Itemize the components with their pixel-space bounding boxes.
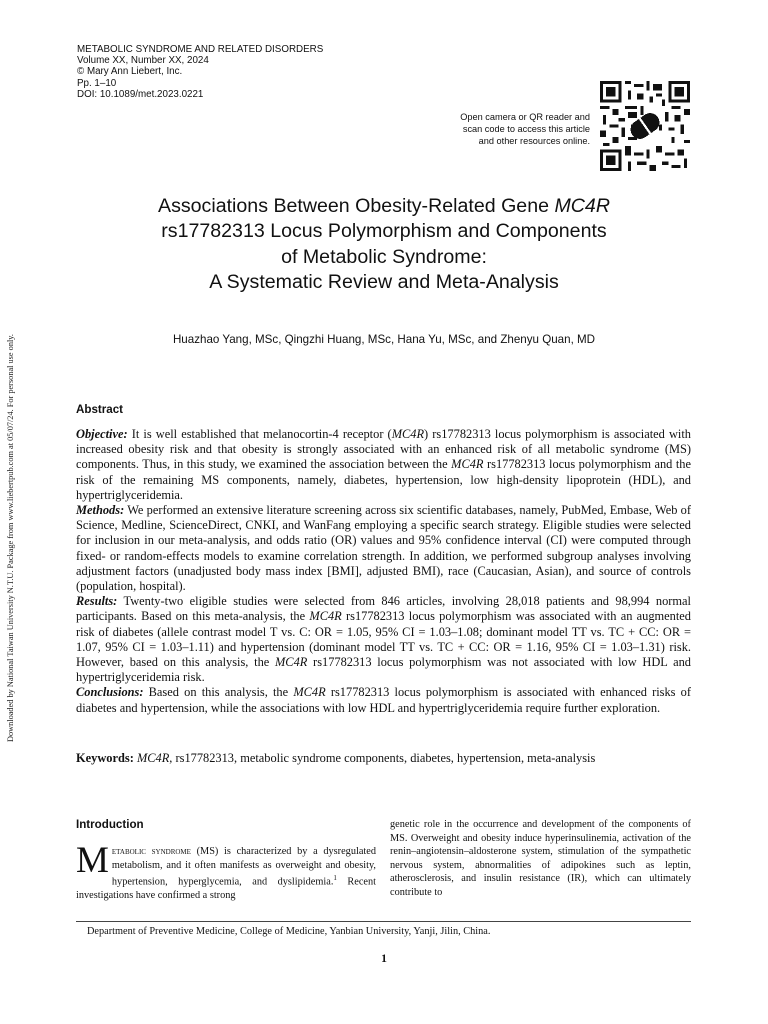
journal-header (77, 44, 323, 100)
gene-name: MC4R (451, 457, 484, 472)
results-label: Results: (76, 594, 118, 609)
gene-name: MC4R (391, 427, 425, 441)
title-text: Associations Between Obesity-Related Gene (158, 195, 555, 217)
keyword-gene: MC4R (136, 751, 170, 765)
introduction-heading: Introduction (76, 818, 144, 831)
abstract-text: rs17782313 locus polymorphism was not associated with low HDL and hypertriglyceridemia risk. (76, 655, 691, 685)
article-title (84, 194, 684, 295)
abstract-text: Based on this analysis, the (143, 685, 294, 700)
qr-code-icon[interactable] (600, 81, 690, 171)
title-line-3: of Metabolic Syndrome: (281, 245, 487, 268)
reference-1[interactable]: 1 (333, 874, 337, 882)
journal-name: METABOLIC SYNDROME AND RELATED DISORDERS (77, 44, 324, 55)
journal-doi[interactable]: DOI: 10.1089/met.2023.0221 (77, 88, 204, 100)
gene-name: MC4R (293, 685, 326, 700)
drop-cap: M (76, 840, 109, 881)
intro-left-column (76, 840, 376, 902)
title-gene: MC4R (554, 195, 610, 217)
abstract-text: Twenty-two eligible studies were selected from 846 articles, involving 28,018 patients and 98,994 normal participants. Based on this meta-analysis, the (76, 594, 691, 624)
intro-text: (MS) is characterized by a dysregulated metabolism, and it often manifests as overweight and obesity, hypertension, hyperglycemia, and dyslipidemia. (111, 846, 376, 888)
title-line-2: rs17782313 Locus Polymorphism and Components (161, 220, 607, 243)
page-number: 1 (381, 952, 387, 965)
abstract-text: ) rs17782313 locus polymorphism is associated with increased obesity risk and that obesity is strongly associated with an enhanced risk of all metabolic syndrome (MS) components. Thus, in this study, we examined the association between the (76, 427, 691, 472)
abstract-text: It is well established that melanocortin-4 receptor ( (127, 427, 392, 441)
intro-smallcaps: etabolic syndrome (111, 846, 191, 857)
abstract-conclusions (76, 685, 691, 715)
objective-label: Objective: (76, 427, 128, 441)
methods-label: Methods: (76, 503, 125, 518)
abstract-results (76, 594, 691, 685)
affiliation-footnote: Department of Preventive Medicine, College of Medicine, Yanbian University, Yanji, Jilin, China. (87, 926, 491, 937)
journal-pages: Pp. 1–10 (77, 77, 117, 89)
gene-name: MC4R (274, 655, 308, 670)
abstract-objective (76, 427, 691, 503)
qr-note-line: and other resources online. (478, 136, 590, 146)
abstract-text: We performed an extensive literature screening across six scientific databases, namely, PubMed, Embase, Web of Science, Medline, ScienceDirect, CNKI, and WanFang employing a specific search strategy. Eligible studies were selected for inclusion in our meta-analysis, and odds ratio (OR) values and 95% confidence interval (CI) were computed through fixed- or random-effects models to examine correlation strength. In addition, we performed subgroup analyses involving adjustment factors (unadjusted body mass index [BMI], adjusted BMI), race (Caucasian, Asian), and source of controls (population, hospital). (76, 503, 691, 594)
download-watermark (6, 292, 20, 742)
abstract-text: rs17782313 locus polymorphism and the risk of the remaining MS components, namely, diabetes, hypertension, low high-density lipoprotein (HDL), and hypertriglyceridemia. (76, 457, 691, 502)
qr-instructions (438, 111, 590, 147)
abstract-text: rs17782313 locus polymorphism is associated with enhanced risks of diabetes and hypertension, while the associations with low HDL and hypertriglyceridemia require further exploration. (76, 685, 691, 715)
keywords-list: , rs17782313, metabolic syndrome components, diabetes, hypertension, meta-analysis (169, 751, 596, 765)
keywords (76, 751, 691, 766)
keywords-label: Keywords: (76, 751, 134, 765)
journal-copyright: © Mary Ann Liebert, Inc. (77, 66, 183, 78)
gene-name: MC4R (309, 609, 342, 624)
abstract-body (76, 427, 691, 716)
author-list: Huazhao Yang, MSc, Qingzhi Huang, MSc, Hana Yu, MSc, and Zhenyu Quan, MD (172, 333, 596, 346)
journal-volume: Volume XX, Number XX, 2024 (77, 55, 209, 67)
title-line-4: A Systematic Review and Meta-Analysis (209, 270, 559, 293)
download-watermark-text: Downloaded by National Taiwan University N.T.U. Package from www.liebertpub.com at 05/07/24. For personal use only. (6, 334, 15, 742)
intro-right-column: genetic role in the occurrence and development of the components of MS. Overweight and obesity induce hyperinsulinemia, activation of the renin–angiotensin–aldosterone system, stimulation of the sympathetic nervous system, abnormalities of adipokines such as leptin, atherosclerosis, and insulin resistance (IR), which can ultimately contribute to (390, 819, 691, 898)
footnote-divider (76, 921, 691, 922)
abstract-heading: Abstract (76, 403, 124, 416)
title-line-1 (84, 194, 684, 219)
abstract-methods (76, 503, 691, 594)
conclusions-label: Conclusions: (76, 685, 144, 700)
qr-note-line: scan code to access this article (462, 124, 590, 134)
qr-note-line: Open camera or QR reader and (460, 112, 590, 122)
abstract-text: rs17782313 locus polymorphism was associated with an augmented risk of diabetes (allele contrast model T vs. C: OR = 1.05, 95% CI = 1.03–1.08; dominant model TT vs. TC + CC: OR = 1.07, 95% CI = 1.03–1.11) and hypertension (dominant model TT vs. TC + CC: OR = 1.16, 95% CI = 1.03–1.31) risk. However, based on this analysis, the (76, 609, 692, 670)
intro-text: Recent investigations have confirmed a strong (76, 876, 376, 901)
